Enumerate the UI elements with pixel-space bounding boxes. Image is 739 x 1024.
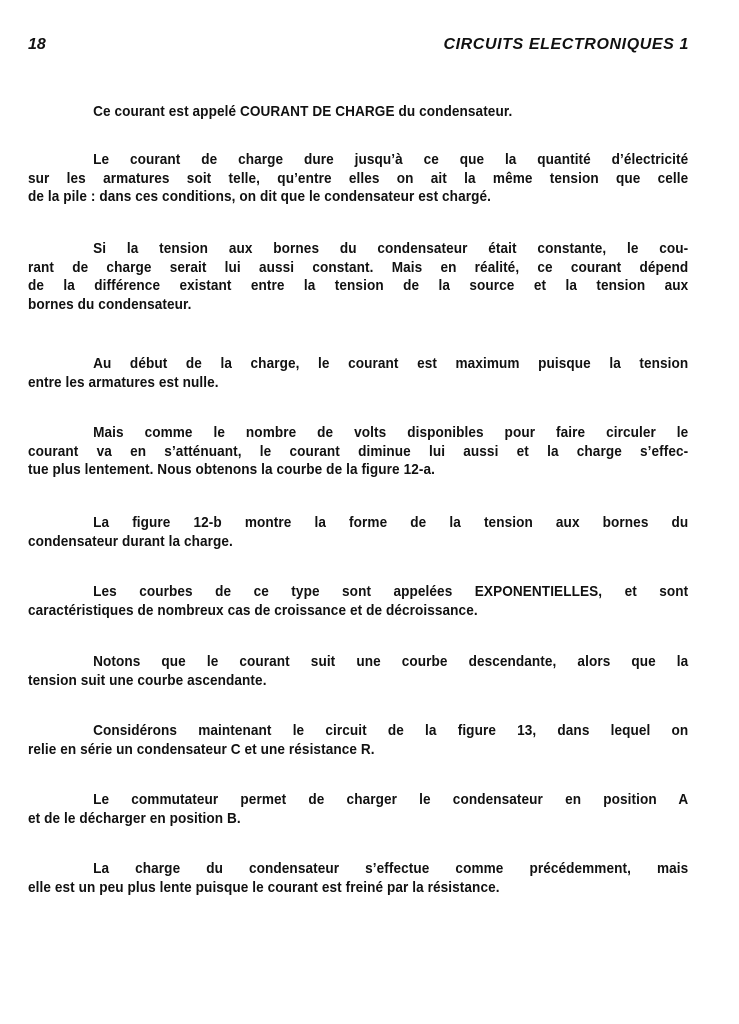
page-number: 18 xyxy=(28,36,46,53)
page-header xyxy=(28,36,689,58)
paragraph-figure-13 xyxy=(28,722,688,759)
text-line: de la pile : dans ces conditions, on dit que le condensateur est chargé. xyxy=(28,189,491,206)
paragraph-volts-disponibles xyxy=(28,424,688,480)
text-line: entre les armatures est nulle. xyxy=(28,374,219,391)
text-line: Notons que le courant suit une courbe descendante, alors que la xyxy=(93,654,689,670)
text-line: courant va en s’atténuant, le courant diminue lui aussi et la charge s’effec- xyxy=(28,443,689,460)
text-line: Ce courant est appelé COURANT DE CHARGE du condensateur. xyxy=(93,104,513,120)
text-line: condensateur durant la charge. xyxy=(28,533,233,550)
running-title: CIRCUITS ELECTRONIQUES 1 xyxy=(443,36,689,53)
paragraph-debut-charge xyxy=(28,355,688,392)
paragraph-duree-charge xyxy=(28,151,688,207)
paragraph-figure-12b xyxy=(28,514,688,551)
text-line: Mais comme le nombre de volts disponibles pour faire circuler le xyxy=(93,425,689,441)
text-line: bornes du condensateur. xyxy=(28,297,192,314)
paragraph-exponentielles xyxy=(28,583,688,620)
paragraph-tension-constante xyxy=(28,240,688,315)
paragraph-courbe-descendante xyxy=(28,653,688,690)
text-line: relie en série un condensateur C et une résistance R. xyxy=(28,741,375,758)
paragraph-commutateur xyxy=(28,791,688,828)
text-line: sur les armatures soit telle, qu’entre elles on ait la même tension que celle xyxy=(28,170,689,187)
paragraph-charge-plus-lente xyxy=(28,860,688,897)
text-line: Le commutateur permet de charger le condensateur en position A xyxy=(93,792,689,808)
text-line: de la différence existant entre la tension de la source et la tension aux xyxy=(28,278,689,295)
text-line: Considérons maintenant le circuit de la figure 13, dans lequel on xyxy=(93,723,689,739)
text-line: caractéristiques de nombreux cas de croissance et de décroissance. xyxy=(28,602,478,619)
text-line: rant de charge serait lui aussi constant. Mais en réalité, ce courant dépend xyxy=(28,259,689,276)
text-line: et de le décharger en position B. xyxy=(28,810,241,827)
text-line: La figure 12-b montre la forme de la tension aux bornes du xyxy=(93,515,689,531)
text-line: Si la tension aux bornes du condensateur était constante, le cou- xyxy=(93,241,689,257)
text-line: tue plus lentement. Nous obtenons la courbe de la figure 12-a. xyxy=(28,462,435,479)
text-line: La charge du condensateur s’effectue comme précédemment, mais xyxy=(93,861,689,877)
text-line: Au début de la charge, le courant est maximum puisque la tension xyxy=(93,356,689,372)
text-line: tension suit une courbe ascendante. xyxy=(28,672,267,689)
paragraph-courant-de-charge xyxy=(28,103,688,122)
text-line: Le courant de charge dure jusqu’à ce que la quantité d’électricité xyxy=(93,152,689,168)
text-line: Les courbes de ce type sont appelées EXPONENTIELLES, et sont xyxy=(93,584,689,600)
text-line: elle est un peu plus lente puisque le courant est freiné par la résistance. xyxy=(28,879,500,896)
